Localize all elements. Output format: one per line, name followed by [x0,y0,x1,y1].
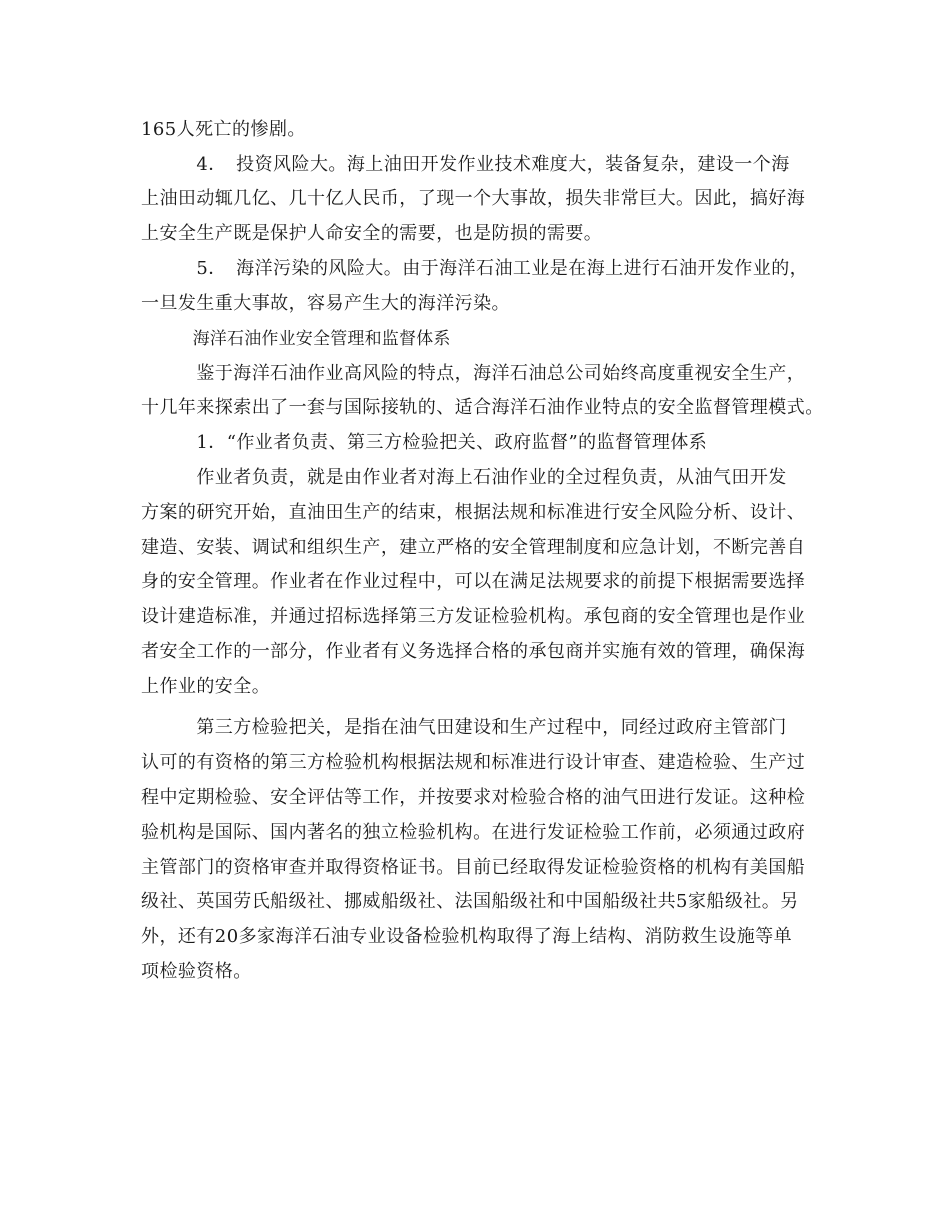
text-line: 十几年来探索出了一套与国际接轨的、适合海洋石油作业特点的安全监督管理模式。 [141,397,824,418]
text-line: 方案的研究开始，直油田生产的结束，根据法规和标准进行安全风险分析、设计、 [141,502,806,523]
text-line: 设计建造标准，并通过招标选择第三方发证检验机构。承包商的安全管理也是作业 [141,606,806,627]
text-line: 身的安全管理。作业者在作业过程中，可以在满足法规要求的前提下根据需要选择 [141,571,806,592]
text-line: 165人死亡的惨剧。 [141,119,306,140]
text-line: 项检验资格。 [141,961,252,982]
text-line: 验机构是国际、国内著名的独立检验机构。在进行发证检验工作前，必须通过政府 [141,822,806,843]
text-line: 5． 海洋污染的风险大。由于海洋石油工业是在海上进行石油开发作业的， [141,258,809,279]
text-line: 作业者负责，就是由作业者对海上石油作业的全过程负责，从油气田开发 [141,467,787,488]
text-line: 者安全工作的一部分，作业者有义务选择合格的承包商并实施有效的管理，确保海 [141,641,806,662]
text-line: 4． 投资风险大。海上油田开发作业技术难度大，装备复杂，建设一个海 [141,154,790,175]
text-line: 上作业的安全。 [141,676,271,697]
text-line: 建造、安装、调试和组织生产，建立严格的安全管理制度和应急计划，不断完善自 [141,537,806,558]
section-heading: 海洋石油作业安全管理和监督体系 [141,329,451,349]
text-line: 级社、英国劳氏船级社、挪威船级社、法国船级社和中国船级社共5家船级社。另 [141,891,799,912]
text-line: 1．“作业者负责、第三方检验把关、政府监督”的监督管理体系 [141,432,708,453]
text-line: 程中定期检验、安全评估等工作，并按要求对检验合格的油气田进行发证。这种检 [141,787,806,808]
text-line: 一旦发生重大事故，容易产生大的海洋污染。 [141,293,510,314]
text-line: 上油田动辄几亿、几十亿人民币，了现一个大事故，损失非常巨大。因此，搞好海 [141,188,806,209]
text-line: 外，还有20多家海洋石油专业设备检验机构取得了海上结构、消防救生设施等单 [141,926,793,947]
text-line: 上安全生产既是保护人命安全的需要，也是防损的需要。 [141,223,603,244]
text-line: 鉴于海洋石油作业高风险的特点，海洋石油总公司始终高度重视安全生产， [141,363,806,384]
text-line: 认可的有资格的第三方检验机构根据法规和标准进行设计审查、建造检验、生产过 [141,752,806,773]
text-line: 第三方检验把关，是指在油气田建设和生产过程中，同经过政府主管部门 [141,717,787,738]
text-line: 主管部门的资格审查并取得资格证书。目前已经取得发证检验资格的机构有美国船 [141,857,806,878]
